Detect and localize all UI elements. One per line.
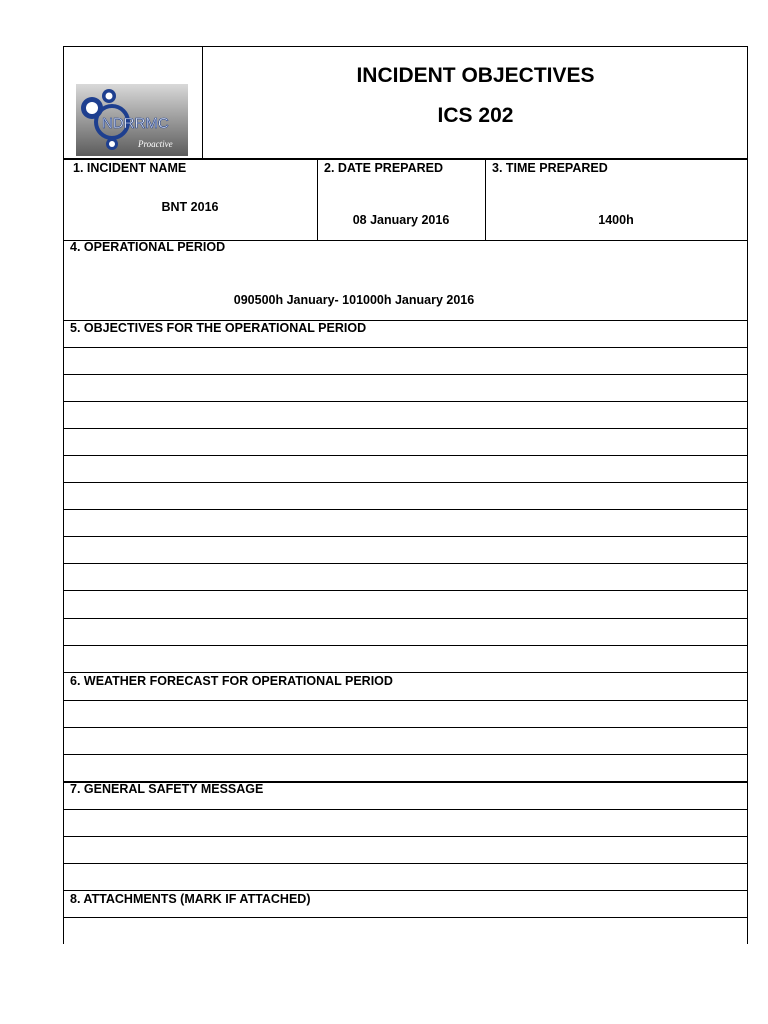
time-prepared-label: 3. TIME PREPARED (492, 161, 608, 175)
operational-period-value[interactable]: 090500h January- 101000h January 2016 (233, 293, 475, 307)
incident-name-label: 1. INCIDENT NAME (73, 161, 187, 175)
logo-tagline: Proactive (138, 139, 173, 149)
logo-text: NDRRMC (102, 115, 169, 132)
objectives-line[interactable] (63, 563, 748, 564)
objectives-line[interactable] (63, 347, 748, 348)
row1-divider-1 (317, 159, 318, 240)
objectives-line[interactable] (63, 374, 748, 375)
objectives-line[interactable] (63, 428, 748, 429)
objectives-line[interactable] (63, 455, 748, 456)
safety-bottom-border (63, 890, 748, 891)
weather-line[interactable] (63, 700, 748, 701)
form-top-border (63, 46, 748, 47)
safety-line[interactable] (63, 863, 748, 864)
weather-line[interactable] (63, 727, 748, 728)
objectives-line[interactable] (63, 509, 748, 510)
safety-line[interactable] (63, 836, 748, 837)
attachments-label: 8. ATTACHMENTS (MARK IF ATTACHED) (70, 892, 311, 906)
attachments-header-border (63, 917, 748, 918)
row1-divider-2 (485, 159, 486, 240)
objectives-line[interactable] (63, 401, 748, 402)
incident-name-value[interactable]: BNT 2016 (161, 200, 219, 214)
objectives-line[interactable] (63, 618, 748, 619)
objectives-line[interactable] (63, 482, 748, 483)
objectives-line[interactable] (63, 590, 748, 591)
time-prepared-value[interactable]: 1400h (598, 213, 634, 227)
safety-label: 7. GENERAL SAFETY MESSAGE (70, 782, 264, 796)
objectives-bottom-border (63, 672, 748, 673)
ics-202-form (63, 46, 748, 944)
objectives-line[interactable] (63, 536, 748, 537)
header-bottom-border (63, 158, 748, 160)
date-prepared-value[interactable]: 08 January 2016 (352, 213, 450, 227)
weather-line[interactable] (63, 754, 748, 755)
safety-line[interactable] (63, 809, 748, 810)
objectives-line[interactable] (63, 645, 748, 646)
date-prepared-label: 2. DATE PREPARED (324, 161, 444, 175)
objectives-label: 5. OBJECTIVES FOR THE OPERATIONAL PERIOD (70, 321, 367, 335)
weather-label: 6. WEATHER FORECAST FOR OPERATIONAL PERIOD (70, 674, 393, 688)
form-number: ICS 202 (437, 104, 514, 127)
ndrrmc-logo (76, 84, 188, 156)
header-divider (202, 46, 203, 159)
form-title: INCIDENT OBJECTIVES (356, 64, 595, 87)
operational-period-label: 4. OPERATIONAL PERIOD (70, 240, 226, 254)
